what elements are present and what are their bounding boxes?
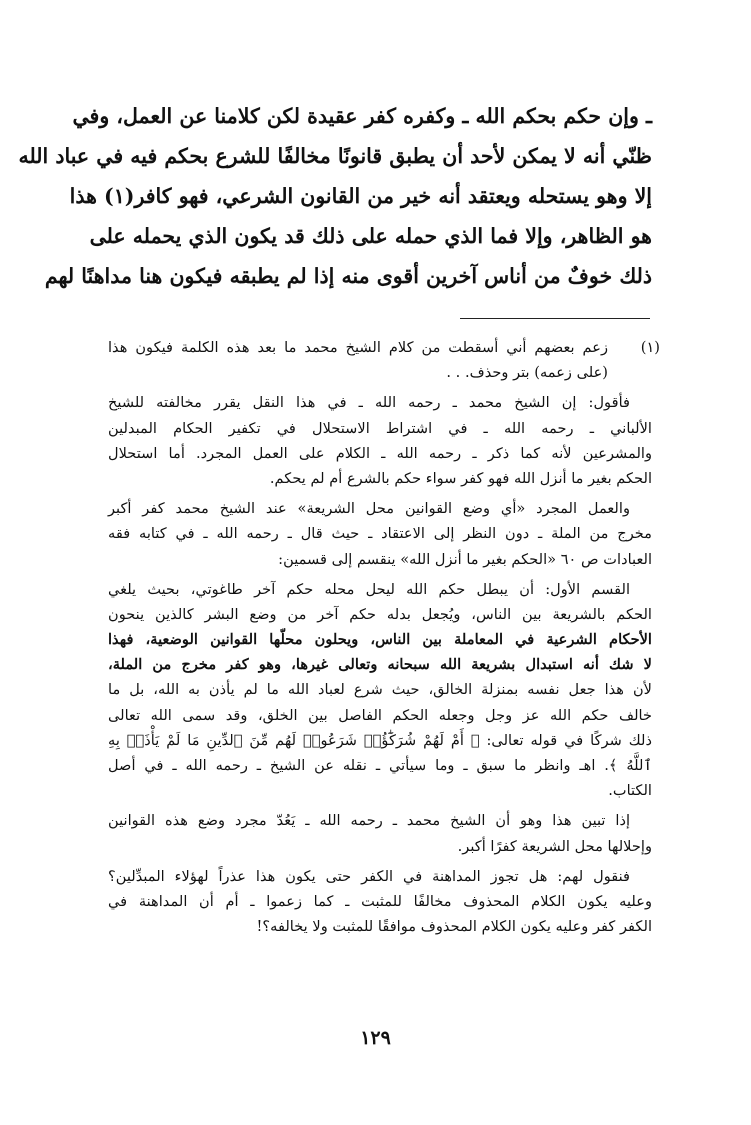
- footnote-line: ٱللَّهُ ﴾. اهـ وانظر ما سبق ـ وما سيأتي ـ نقله عن الشيخ ـ رحمه الله ـ في أصل: [108, 757, 652, 774]
- footnote-line: والعمل المجرد «أي وضع القوانين محل الشريعة» عند الشيخ محمد كفر أكبر: [108, 500, 630, 518]
- page-number: ١٢٩: [360, 1027, 391, 1049]
- footnote-line: وإحلالها محل الشريعة كفرًا أكبر.: [457, 837, 652, 855]
- footnote-line: والمشرعين لأنه كما ذكر ـ رحمه الله ـ الكلام على العمل المجرد. أما استحلال: [108, 444, 652, 462]
- footnote-line: فأقول: إن الشيخ محمد ـ رحمه الله ـ في هذا النقل يقرر مخالفته للشيخ: [108, 394, 630, 412]
- footnote-line: وعليه يكون الكلام المحذوف مخالفًا للمثبت ـ كما زعموا ـ أم أن المداهنة في: [108, 892, 652, 910]
- main-line-4: هو الظاهر، وإلا فما الذي حمله على ذلك قد يكون الذي يحمله على: [89, 224, 652, 248]
- footnote-marker: (١): [640, 339, 660, 356]
- footnote-line: إذا تبين هذا وهو أن الشيخ محمد ـ رحمه الله ـ يَعُدّ مجرد وضع هذه القوانين: [108, 812, 630, 830]
- footnote-line: القسم الأول: أن يبطل حكم الله ليحل محله حكم آخر طاغوتي، بحيث يلغي: [108, 580, 630, 598]
- footnote-line: الألباني ـ رحمه الله ـ في اشتراط الاستحلال في تكفير الحكام المبدلين: [108, 419, 652, 437]
- main-line-1: ـ وإن حكم بحكم الله ـ وكفره كفر عقيدة لكن كلامنا عن العمل، وفي: [72, 104, 652, 128]
- footnote-line: فنقول لهم: هل تجوز المداهنة في الكفر حتى يكون هذا عذراً لهؤلاء المبدِّلين؟: [108, 867, 630, 885]
- footnote-line: (على زعمه) بتر وحذف. . .: [446, 364, 608, 382]
- footnote-line: الحكم بالشريعة بين الناس، ويُجعل بدله حكم آخر من وضع البشر كالذين ينحون: [108, 605, 652, 623]
- main-line-3: إلا وهو يستحله ويعتقد أنه خير من القانون الشرعي، فهو كافر(١) هذا: [69, 184, 652, 208]
- footnote-line: لأن هذا جعل نفسه بمنزلة الخالق، حيث شرع لعباد الله ما لم يأذن به الله، بل ما: [108, 681, 652, 699]
- footnote-line: الكتاب.: [608, 782, 652, 800]
- footnote-line: العبادات ص ٦٠ «الحكم بغير ما أنزل الله» ينقسم إلى قسمين:: [278, 550, 652, 568]
- footnote-separator: [460, 318, 650, 319]
- footnote-line: ذلك شركًا في قوله تعالى: ﴿ أَمْ لَهُمْ شُرَكَٰٓؤُا۟ شَرَعُوا۟ لَهُم مِّنَ ٱلدِّينِ مَا لَمْ يَأْذَنۢ بِهِ: [108, 731, 652, 749]
- footnote-line: الحكم بغير ما أنزل الله فهو كفر سواء حكم بالشرع أم لم يحكم.: [269, 469, 652, 487]
- footnote-line: لا شك أنه استبدال بشريعة الله سبحانه وتعالى غيرها، وهو كفر مخرج من الملة،: [108, 656, 652, 674]
- main-line-2: ظنّي أنه لا يمكن لأحد أن يطبق قانونًا مخالفًا للشرع بحكم فيه في عباد الله: [18, 144, 652, 168]
- footnote-line: مخرج من الملة ـ دون النظر إلى الاعتقاد ـ حيث قال ـ رحمه الله ـ في كتابه فقه: [108, 525, 652, 543]
- footnote-line: خالف حكم الله عز وجل وجعله الحكم الفاصل بين الخلق، وقد سمى الله تعالى: [108, 706, 652, 724]
- footnotes-block: [108, 335, 660, 939]
- footnote-line: الأحكام الشرعية في المعاملة بين الناس، ويحلون محلّها القوانين الوضعية، فهذا: [108, 631, 652, 649]
- footnote-line: الكفر كفر وعليه يكون الكلام المحذوف موافقًا للمثبت ولا يخالفه؟!: [256, 918, 652, 936]
- footnote-line: زعم بعضهم أني أسقطت من كلام الشيخ محمد ما بعد هذه الكلمة فيكون هذا: [108, 339, 608, 356]
- main-line-5: ذلك خوفٌ من أناس آخرين أقوى منه إذا لم يطبقه فيكون هنا مداهنًا لهم: [44, 264, 652, 288]
- main-text-block: [18, 96, 652, 296]
